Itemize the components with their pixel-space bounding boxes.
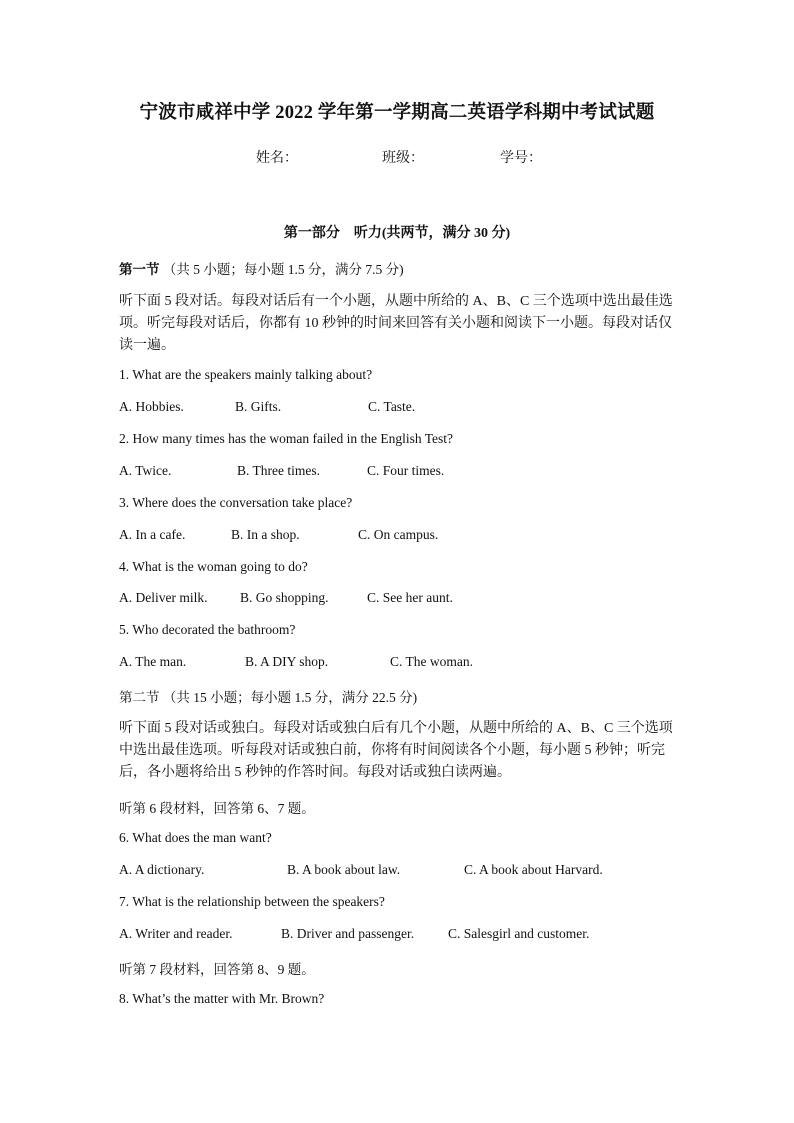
q4-option-c: C. See her aunt. [367,590,453,605]
q6-option-b: B. A book about law. [287,862,401,877]
q2-option-b: B. Three times. [237,463,320,478]
section2-heading [119,686,417,706]
question-5: 5. Who decorated the bathroom? [119,622,296,637]
q1-option-b: B. Gifts. [235,399,282,414]
q5-option-b: B. A DIY shop. [245,654,329,669]
section2-desc: （共 15 小题；每小题 1.5 分，满分 22.5 分) [162,690,418,705]
q7-option-c: C. Salesgirl and customer. [448,926,590,941]
q6-option-a: A. A dictionary. [119,862,205,877]
student-id-label: 学号： [500,151,542,166]
exam-title: 宁波市咸祥中学 2022 学年第一学期高二英语学科期中考试试题 [139,103,655,123]
name-label: 姓名： [256,151,298,166]
q1-option-c: C. Taste. [368,399,416,414]
section1-label: 第一节 [119,262,160,277]
question-7: 7. What is the relationship between the speakers? [119,894,385,909]
q4-option-a: A. Deliver milk. [119,590,208,605]
part1-heading: 第一部分 听力(共两节，满分 30 分) [283,226,511,241]
q6-option-c: C. A book about Harvard. [464,862,603,877]
question-8: 8. What’s the matter with Mr. Brown? [119,991,325,1006]
q5-option-a: A. The man. [119,654,187,669]
question-2: 2. How many times has the woman failed in the English Test? [119,431,453,446]
q5-option-c: C. The woman. [390,654,473,669]
question-4: 4. What is the woman going to do? [119,559,308,574]
section1-heading [119,258,404,278]
section2-instructions: 听下面 5 段对话或独白。每段对话或独白后有几个小题，从题中所给的 A、B、C 三个选项中选出最佳选项。听每段对话或独白前，你将有时间阅读各个小题，每小题 5 秒钟；听完后，各小题将给出 5 秒钟的作答时间。每段对话或独白读两遍。 [119,721,673,780]
q1-option-a: A. Hobbies. [119,399,184,414]
section2-label: 第二节 [119,690,160,705]
material-6-note: 听第 6 段材料，回答第 6、7 题。 [119,801,315,816]
question-1: 1. What are the speakers mainly talking about? [119,367,373,382]
q7-option-a: A. Writer and reader. [119,926,233,941]
q3-option-a: A. In a cafe. [119,527,186,542]
question-3: 3. Where does the conversation take place? [119,495,353,510]
class-label: 班级： [382,151,424,166]
section1-desc: （共 5 小题；每小题 1.5 分，满分 7.5 分) [162,262,404,277]
material-7-note: 听第 7 段材料，回答第 8、9 题。 [119,962,315,977]
q7-option-b: B. Driver and passenger. [281,926,415,941]
q3-option-c: C. On campus. [358,527,439,542]
q3-option-b: B. In a shop. [231,527,300,542]
section1-instructions: 听下面 5 段对话。每段对话后有一个小题，从题中所给的 A、B、C 三个选项中选出最佳选项。听完每段对话后，你都有 10 秒钟的时间来回答有关小题和阅读下一小题。每段对话仅读一遍。 [119,294,673,353]
question-6: 6. What does the man want? [119,830,272,845]
q2-option-a: A. Twice. [119,463,172,478]
q4-option-b: B. Go shopping. [240,590,329,605]
q2-option-c: C. Four times. [367,463,445,478]
